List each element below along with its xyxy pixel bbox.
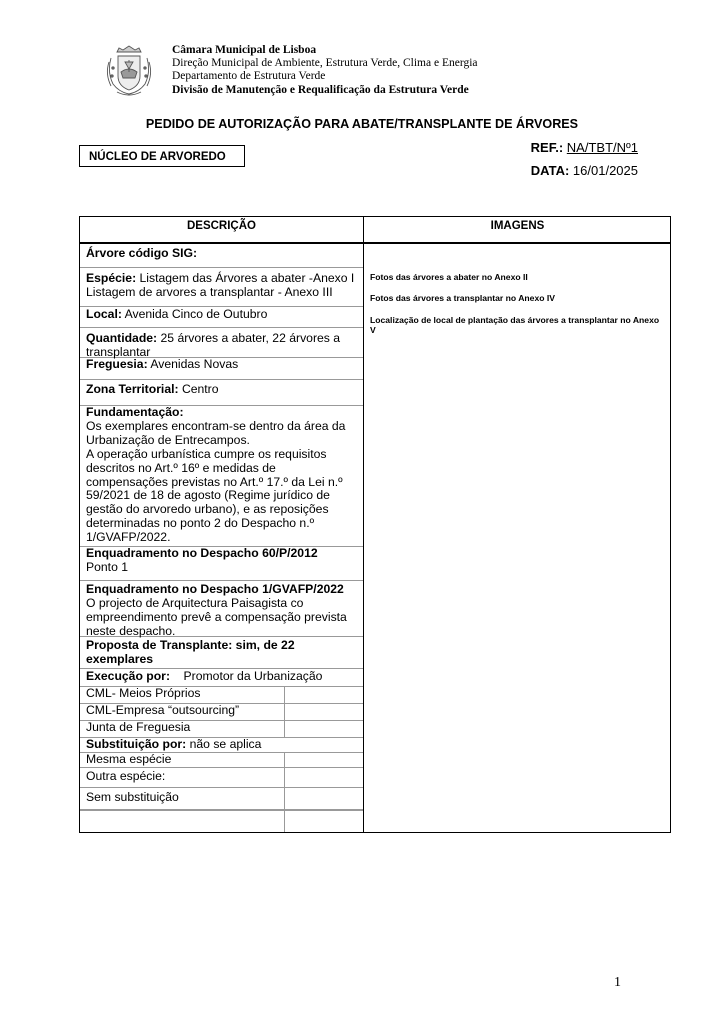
row-empty [80,810,363,832]
cml-empresa-label: CML-Empresa “outsourcing” [86,703,240,717]
local-label: Local: [86,307,122,321]
outra-especie-label: Outra espécie: [86,769,166,783]
date-value: 16/01/2025 [572,163,638,178]
mesma-especie-label: Mesma espécie [86,752,172,766]
execucao-value: Promotor da Urbanização [183,669,323,683]
row-arvore-sig [80,244,363,268]
header-organization-block [172,44,478,97]
zona-value: Centro [181,382,219,396]
row-quantidade [80,328,363,358]
fundamentacao-p2: A operação urbanística cumpre os requisitos descritos no Art.º 16º e medidas de compensações previstas no Art.º 17.º da Lei n.º 59/2021 de 18 de agosto (Regime jurídico de gestão do arvoredo urbano), e as reposições determinadas no ponto 2 do Despacho n.º 1/GVAFP/2022. [86,446,343,545]
row-cml-meios-proprios [80,687,363,704]
despacho-60-value: Ponto 1 [86,559,129,574]
images-item-3: Localização de local de plantação das árvores a transplantar no Anexo V [370,314,660,336]
substituicao-value: não se aplica [189,737,262,751]
freguesia-value: Avenidas Novas [150,357,239,371]
quantidade-value: 25 árvores a abater, 22 árvores a transplantar [86,331,341,359]
substituicao-label: Substituição por: [86,737,187,751]
nucleo-box: NÚCLEO DE ARVOREDO [79,145,245,167]
especie-value-2: Listagem de arvores a transplantar - Anexo III [86,284,333,299]
row-sem-substituicao [80,788,363,810]
images-item-2: Fotos das árvores a transplantar no Anexo IV [370,293,555,304]
request-table [79,216,671,833]
row-junta-freguesia [80,721,363,738]
especie-label: Espécie: [86,271,137,285]
page-number: 1 [614,975,621,990]
row-outra-especie [80,768,363,788]
date [531,163,638,178]
column-header-images: IMAGENS [490,220,545,232]
fundamentacao-label: Fundamentação: [86,405,184,419]
row-despacho-60 [80,547,363,581]
reference [531,140,638,155]
despacho-1-label: Enquadramento no Despacho 1/GVAFP/2022 [86,582,344,596]
column-header-description: DESCRIÇÃO [186,220,256,232]
quantidade-label: Quantidade: [86,331,158,345]
row-despacho-1 [80,581,363,637]
row-proposta-transplante [80,637,363,669]
row-execucao: Execução por: Promotor da Urbanização [80,669,363,687]
row-fundamentacao [80,406,363,547]
local-value: Avenida Cinco de Outubro [124,307,268,321]
column-divider [363,217,364,832]
zona-label: Zona Territorial: [86,382,179,396]
header-line3: Divisão de Manutenção e Requalificação da Estrutura Verde [172,83,469,96]
sem-substituicao-label: Sem substituição [86,790,179,804]
despacho-1-value: O projecto de Arquitectura Paisagista co empreendimento prevê a compensação prevista neste despacho. [86,595,347,638]
proposta-label: Proposta de Transplante: sim, de 22 exemplares [86,638,295,666]
freguesia-label: Freguesia: [86,357,148,371]
ref-value: NA/TBT/Nº1 [566,140,638,155]
junta-label: Junta de Freguesia [86,720,191,734]
images-column [370,272,665,347]
date-label: DATA: [530,163,570,178]
row-cml-empresa [80,704,363,721]
execucao-label: Execução por [86,669,166,683]
ref-label: REF.: [530,140,564,155]
header-line2: Departamento de Estrutura Verde [172,70,326,83]
row-freguesia [80,358,363,380]
despacho-60-label: Enquadramento no Despacho 60/P/2012 [86,546,318,560]
row-local [80,307,363,328]
row-zona-territorial [80,380,363,406]
fundamentacao-p1: Os exemplares encontram-se dentro da área da Urbanização de Entrecampos. [86,418,346,447]
header-line1: Direção Municipal de Ambiente, Estrutura Verde, Clima e Energia [172,57,478,70]
cml-coat-of-arms-logo [103,42,155,98]
org-name: Câmara Municipal de Lisboa [172,44,317,56]
especie-value: Listagem das Árvores a abater -Anexo I [139,271,355,285]
cml-meios-label: CML- Meios Próprios [86,686,201,700]
row-especie [80,268,363,307]
arvore-label: Árvore código SIG: [86,246,198,260]
row-substituicao [80,738,363,753]
row-mesma-especie [80,753,363,768]
document-title: PEDIDO DE AUTORIZAÇÃO PARA ABATE/TRANSPLANTE DE ÁRVORES [145,117,579,131]
images-item-1: Fotos das árvores a abater no Anexo II [370,272,528,282]
